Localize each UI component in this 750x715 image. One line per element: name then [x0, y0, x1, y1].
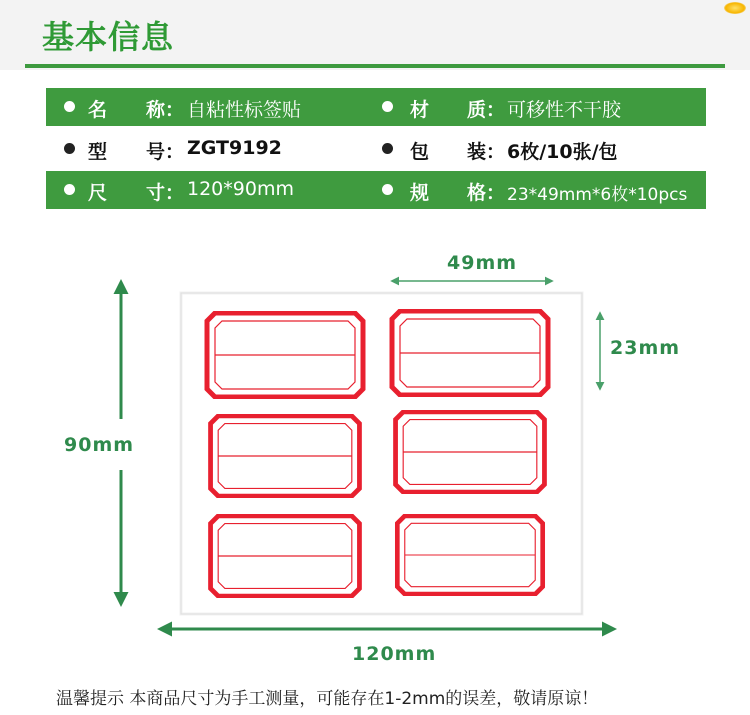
- spec-key: 材: [410, 99, 430, 121]
- spec-value: ZGT9192: [187, 137, 282, 159]
- spec-key-suffix: 格：: [467, 182, 506, 204]
- sticker-sheet: [181, 293, 582, 614]
- label-height-text: 23mm: [610, 337, 681, 359]
- spec-key-suffix: 寸：: [146, 182, 185, 204]
- sheet-width-text: 120mm: [352, 643, 437, 665]
- spec-key: 规: [410, 182, 430, 204]
- section-title: 基本信息: [42, 18, 175, 56]
- measurement-note: 温馨提示 本商品尺寸为手工测量，可能存在1-2mm的误差，敬请原谅！: [56, 689, 599, 709]
- label-width-text: 49mm: [447, 252, 518, 274]
- spec-value: 23*49mm*6枚*10pcs: [507, 185, 688, 205]
- spec-key: 名: [88, 99, 108, 121]
- spec-key: 尺: [88, 182, 108, 204]
- spec-value: 自粘性标签贴: [187, 99, 302, 121]
- spec-key-suffix: 称：: [146, 99, 185, 121]
- sheet-height-text: 90mm: [64, 434, 135, 456]
- spec-key-suffix: 号：: [146, 141, 185, 163]
- spec-key-suffix: 质：: [467, 99, 506, 121]
- spec-value: 可移性不干胶: [507, 99, 622, 121]
- spec-value: 120*90mm: [187, 178, 294, 200]
- spec-key-suffix: 装：: [467, 141, 506, 163]
- spec-value: 6枚/10张/包: [507, 141, 618, 163]
- spec-key: 包: [410, 141, 430, 163]
- spec-key: 型: [88, 141, 108, 163]
